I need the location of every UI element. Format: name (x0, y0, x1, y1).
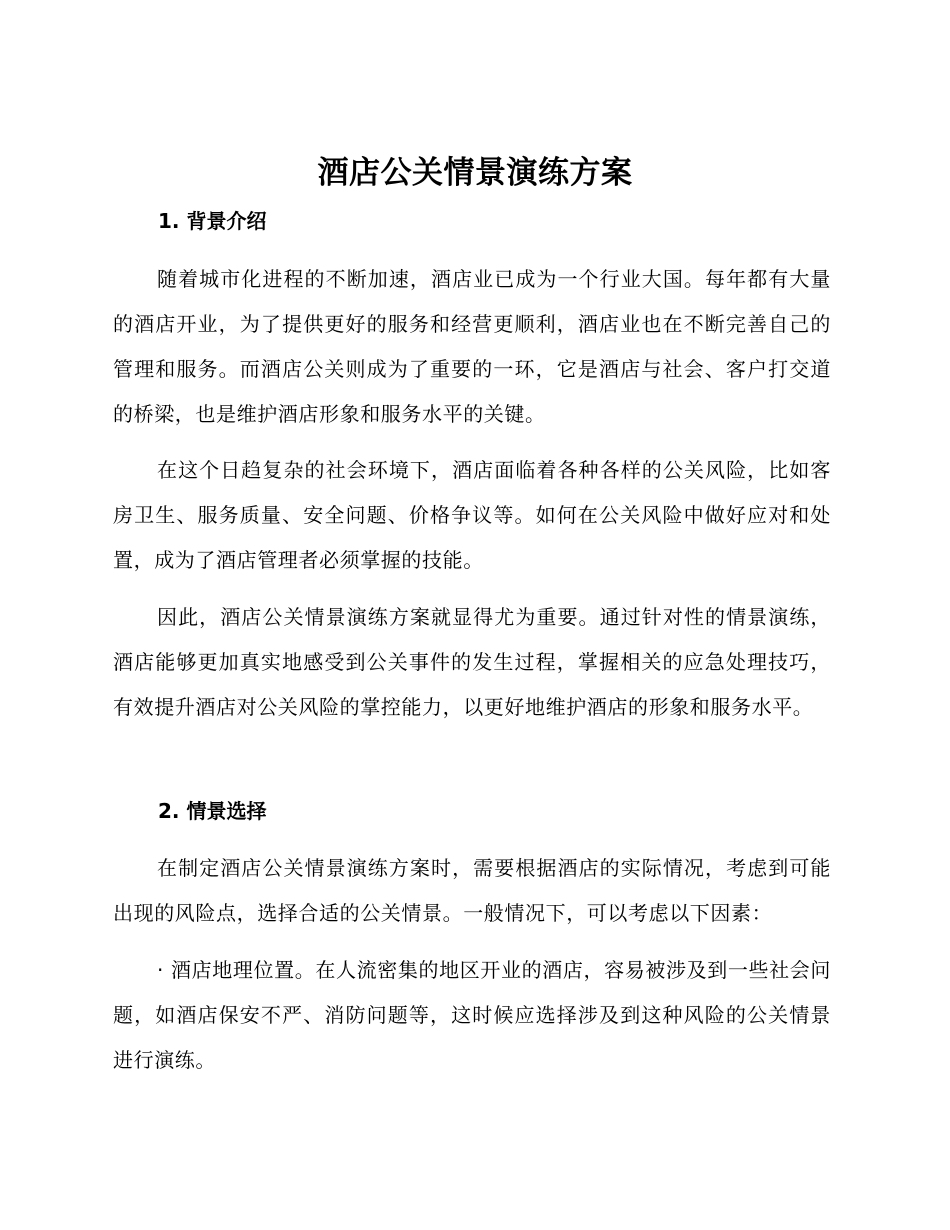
section-heading-scenario-selection: 2. 情景选择 (158, 799, 267, 823)
paragraph-scenario-1: 在制定酒店公关情景演练方案时，需要根据酒店的实际情况，考虑到可能出现的风险点，选择合适的公关情景。一般情况下，可以考虑以下因素： (113, 856, 831, 925)
section-heading-background: 1. 背景介绍 (158, 209, 267, 233)
paragraph-background-1: 随着城市化进程的不断加速，酒店业已成为一个行业大国。每年都有大量的酒店开业，为了提供更好的服务和经营更顺利，酒店业也在不断完善自己的管理和服务。而酒店公关则成为了重要的一环，它是酒店与社会、客户打交道的桥梁，也是维护酒店形象和服务水平的关键。 (113, 267, 831, 426)
document-title: 酒店公关情景演练方案 (317, 155, 633, 191)
paragraph-background-2: 在这个日趋复杂的社会环境下，酒店面临着各种各样的公关风险，比如客房卫生、服务质量、安全问题、价格争议等。如何在公关风险中做好应对和处置，成为了酒店管理者必须掌握的技能。 (113, 458, 831, 572)
paragraph-background-3: 因此，酒店公关情景演练方案就显得尤为重要。通过针对性的情景演练，酒店能够更加真实地感受到公关事件的发生过程，掌握相关的应急处理技巧，有效提升酒店对公关风险的掌控能力，以更好地维护酒店的形象和服务水平。 (113, 605, 831, 719)
paragraph-scenario-2: · 酒店地理位置。在人流密集的地区开业的酒店，容易被涉及到一些社会问题，如酒店保安不严、消防问题等，这时候应选择涉及到这种风险的公关情景进行演练。 (113, 958, 831, 1072)
